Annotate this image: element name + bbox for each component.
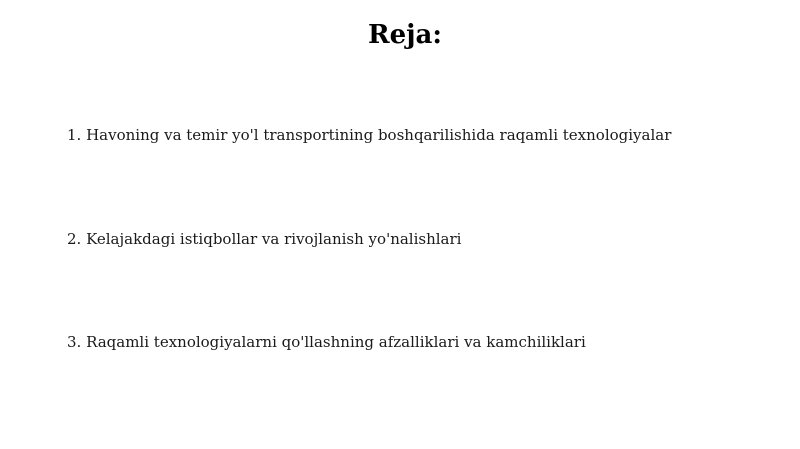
slide-title: Reja:	[367, 20, 442, 50]
plan-item-2: 2. Kelajakdagi istiqbollar va rivojlanish yo'nalishlari	[67, 230, 462, 248]
plan-item-1: 1. Havoning va temir yo'l transportining boshqarilishida raqamli texnologiyalar	[67, 126, 672, 144]
plan-item-3: 3. Raqamli texnologiyalarni qo'llashning afzalliklari va kamchiliklari	[67, 333, 586, 351]
